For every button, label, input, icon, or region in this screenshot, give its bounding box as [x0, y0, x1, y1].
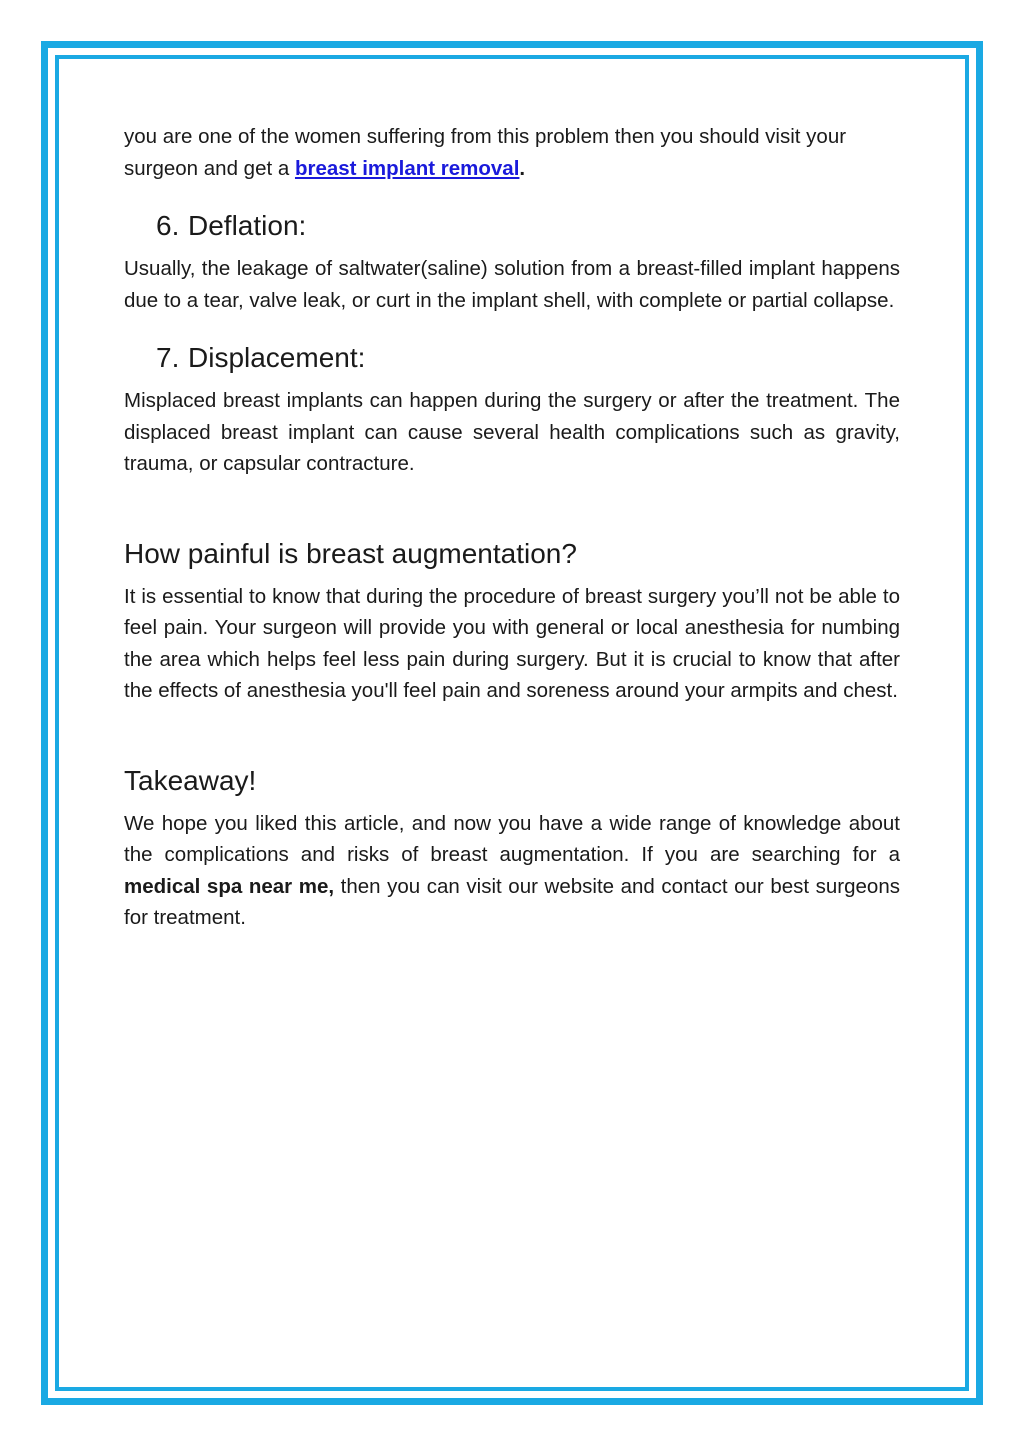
- document-content: [124, 121, 900, 934]
- intro-text: you are one of the women suffering from this problem then you should visit your surgeon and get a: [124, 125, 847, 180]
- medical-spa-keyword: medical spa near me,: [124, 874, 335, 898]
- takeaway-paragraph: [124, 808, 900, 934]
- heading-pain: How painful is breast augmentation?: [124, 537, 577, 569]
- heading-title: Displacement:: [188, 342, 366, 373]
- heading-takeaway: Takeaway!: [124, 764, 257, 796]
- pain-paragraph: It is essential to know that during the procedure of breast surgery you’ll not be able to feel pain. Your surgeon will provide you with general or local anesthesia for numbing the area which helps feel less pain during surgery. But it is crucial to know that after the effects of anesthesia you'll feel pain and soreness around your armpits and chest.: [124, 584, 900, 702]
- deflation-paragraph: Usually, the leakage of saltwater(saline) solution from a breast-filled implant happens due to a tear, valve leak, or curt in the implant shell, with complete or partial collapse.: [124, 257, 900, 312]
- intro-paragraph: [124, 121, 900, 184]
- heading-number: 7.: [156, 342, 180, 373]
- heading-displacement: [124, 340, 900, 376]
- heading-number: 6.: [156, 210, 180, 241]
- takeaway-text: We hope you liked this article, and now you have a wide range of knowledge about the complications and risks of breast augmentation. If you are searching for a: [124, 811, 900, 866]
- heading-deflation: [124, 208, 900, 244]
- intro-period: .: [519, 156, 526, 180]
- heading-title: Deflation:: [188, 210, 307, 241]
- takeaway-text-end: then you can visit our website and contact our best surgeons for treatment.: [124, 874, 900, 929]
- displacement-paragraph: Misplaced breast implants can happen during the surgery or after the treatment. The displaced breast implant can cause several health complications such as gravity, trauma, or capsular contracture.: [124, 389, 900, 475]
- breast-implant-removal-link[interactable]: breast implant removal: [294, 156, 520, 180]
